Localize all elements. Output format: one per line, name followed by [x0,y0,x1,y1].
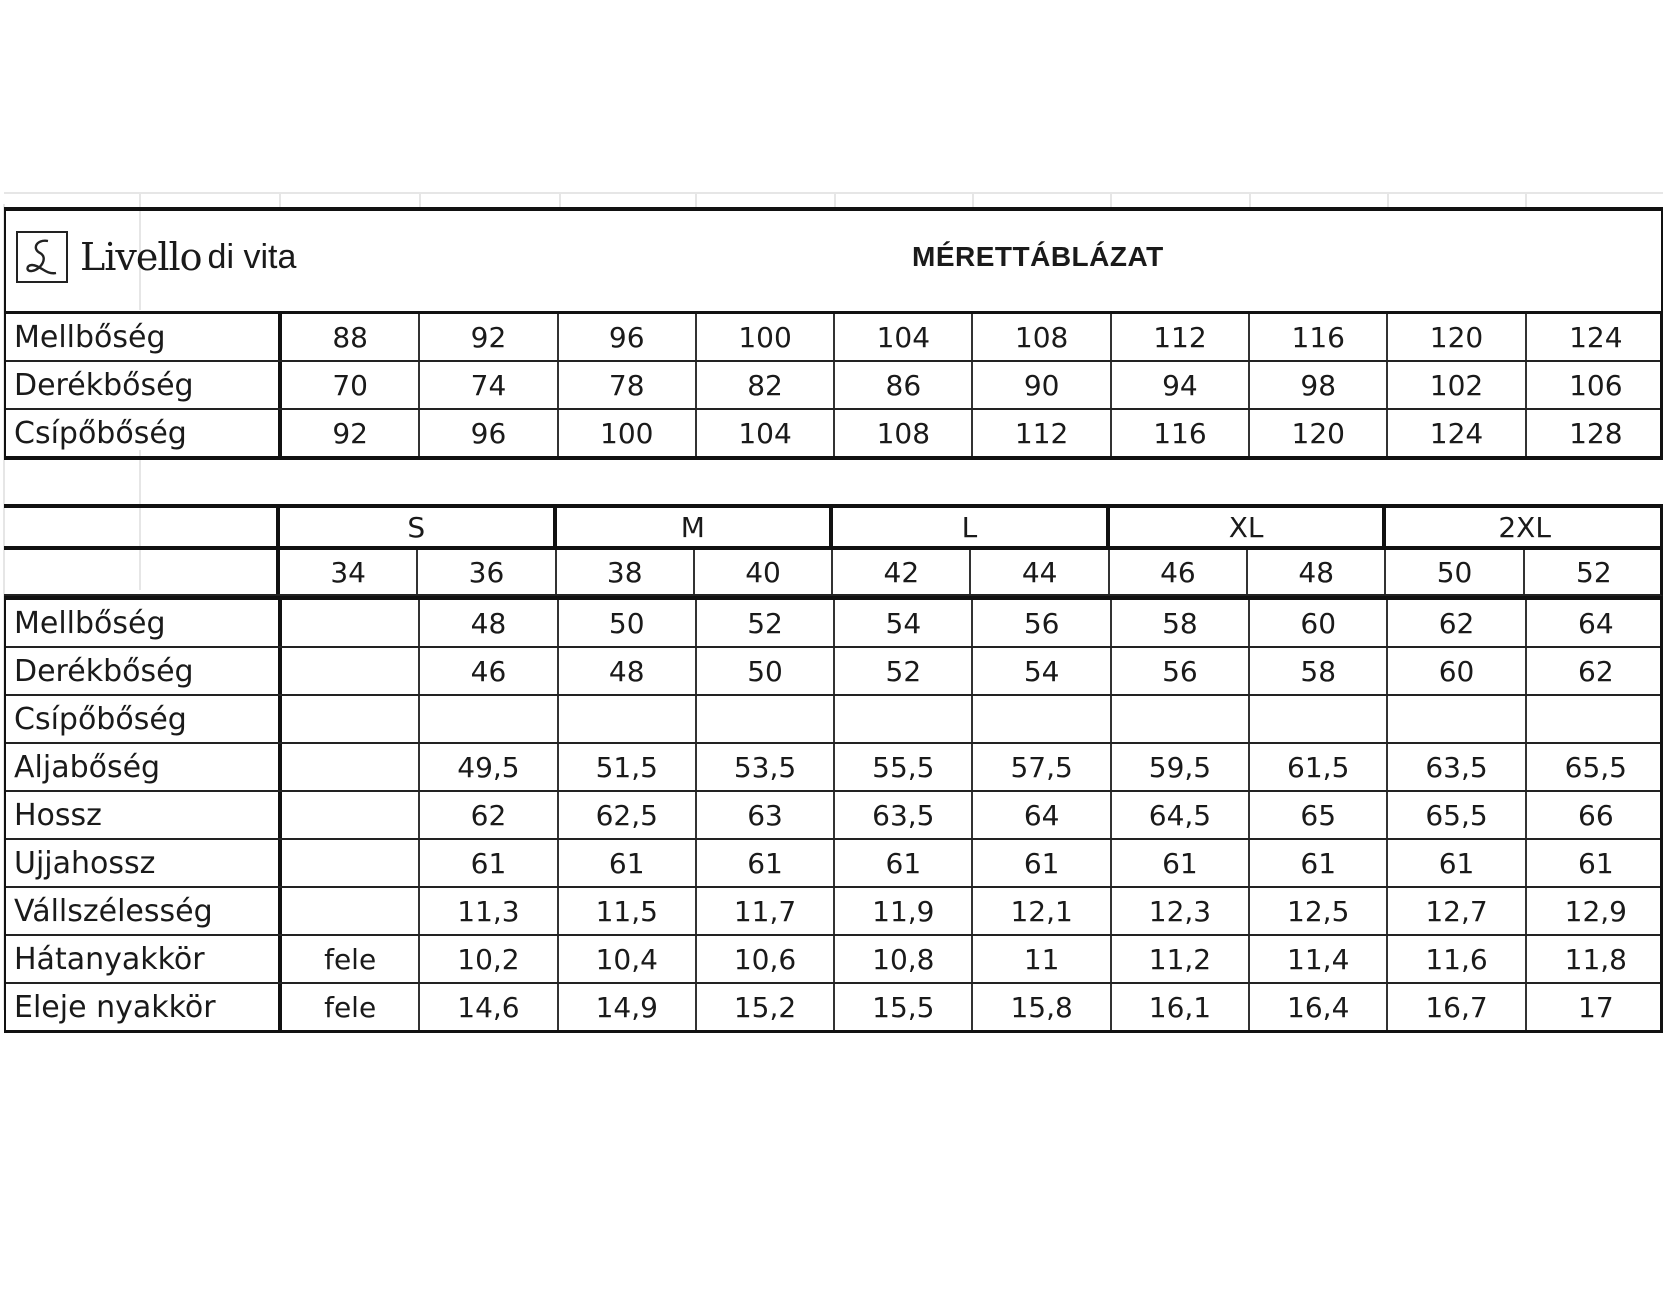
table-cell: 11,9 [835,888,973,934]
table-cell: 49,5 [420,744,558,790]
table-cell: 60 [1250,600,1388,646]
table-cell: 15,8 [973,984,1111,1030]
table-cell: 11,8 [1564,942,1627,976]
table-cell: 50 [697,648,835,694]
table-cell [282,840,420,886]
brand-name: Livello [80,235,202,279]
table-cell: fele [282,984,420,1030]
table-cell: 64 [973,792,1111,838]
table-row [6,314,1660,362]
row-label: Vállszélesség [6,888,282,934]
table-cell: 61 [420,840,558,886]
table-cell: 106 [1569,368,1623,402]
table-cell: 59,5 [1112,744,1250,790]
table-cell: 62,5 [559,792,697,838]
eu-size-cell: 50 [1386,550,1524,594]
table-cell: 14,9 [559,984,697,1030]
table-row [6,600,1660,648]
table-cell [835,696,973,742]
table-cell: 74 [420,362,558,408]
table-cell: 90 [973,362,1111,408]
table-cell: 78 [559,362,697,408]
chart-header [4,207,1663,311]
table-cell: 61 [1388,840,1526,886]
table-row [6,840,1660,888]
table-cell: 54 [973,648,1111,694]
table-cell: 51,5 [559,744,697,790]
spacer-row [4,460,1663,504]
table-cell [282,600,420,646]
table-cell: 100 [559,410,697,456]
table-cell: 82 [697,362,835,408]
eu-size-corner [4,550,280,594]
size-group-label: XL [1110,508,1387,546]
table-cell: 11,4 [1250,936,1388,982]
table-cell: 11,7 [697,888,835,934]
table-cell: 61 [1112,840,1250,886]
table-cell: 116 [1112,410,1250,456]
table-cell: 116 [1250,314,1388,360]
table-cell: 11 [973,936,1111,982]
size-group-row [4,504,1663,550]
row-label: Csípőbőség [6,696,282,742]
table-cell: 61 [559,840,697,886]
table-cell: 53,5 [697,744,835,790]
row-label: Hátanyakkör [6,936,282,982]
row-label: Mellbőség [6,600,282,646]
table-cell: 50 [559,600,697,646]
row-label: Mellbőség [6,314,282,360]
row-label: Csípőbőség [6,410,282,456]
row-label: Derékbőség [6,648,282,694]
table-cell: 61,5 [1250,744,1388,790]
size-group-label: S [280,508,557,546]
table-cell: 120 [1388,314,1526,360]
eu-size-cell: 46 [1110,550,1248,594]
table-cell: 16,4 [1250,984,1388,1030]
table-cell: fele [282,936,420,982]
table-cell [282,888,420,934]
table-cell: 124 [1388,410,1526,456]
table-cell: 62 [1388,600,1526,646]
table-cell: 128 [1569,416,1623,450]
table-cell [1388,696,1526,742]
table-cell: 98 [1250,362,1388,408]
table-cell: 61 [1578,846,1614,880]
table-cell [282,792,420,838]
garment-measures-table [4,504,1663,1033]
row-label: Eleje nyakkör [6,984,282,1030]
table-cell: 56 [973,600,1111,646]
table-cell: 86 [835,362,973,408]
table-cell: 10,4 [559,936,697,982]
table-cell: 64,5 [1112,792,1250,838]
table-cell: 52 [697,600,835,646]
table-cell: 104 [697,410,835,456]
table-cell: 65 [1250,792,1388,838]
table-row [6,888,1660,936]
table-cell: 63 [697,792,835,838]
table-cell: 96 [559,314,697,360]
eu-size-cell: 34 [280,550,418,594]
eu-size-cell: 44 [971,550,1109,594]
table-cell: 17 [1578,990,1614,1024]
row-label: Derékbőség [6,362,282,408]
garment-measures-body [4,596,1663,1033]
table-cell: 104 [835,314,973,360]
table-row [6,984,1660,1030]
brand-logo [16,227,296,287]
table-cell: 16,1 [1112,984,1250,1030]
brand-suffix: di vita [207,237,297,276]
table-cell: 63,5 [835,792,973,838]
table-cell: 70 [282,362,420,408]
logo-mark-icon [16,231,68,283]
table-cell: 64 [1578,606,1614,640]
table-cell: 16,7 [1388,984,1526,1030]
table-cell: 62 [420,792,558,838]
table-cell: 102 [1388,362,1526,408]
table-cell [559,696,697,742]
table-cell [973,696,1111,742]
table-cell: 12,9 [1564,894,1627,928]
table-cell: 12,7 [1388,888,1526,934]
table-cell: 88 [282,314,420,360]
table-cell: 60 [1388,648,1526,694]
table-cell [697,696,835,742]
table-cell: 48 [420,600,558,646]
size-group-label: M [557,508,834,546]
table-row [6,362,1660,410]
table-cell: 61 [1250,840,1388,886]
table-cell [1527,696,1665,742]
table-cell: 61 [835,840,973,886]
body-measures-table [4,311,1663,460]
table-cell: 108 [973,314,1111,360]
row-label: Ujjahossz [6,840,282,886]
table-row [6,936,1660,984]
table-cell: 52 [835,648,973,694]
table-cell: 65,5 [1388,792,1526,838]
table-cell: 92 [420,314,558,360]
table-cell: 62 [1578,654,1614,688]
size-group-corner [4,508,280,546]
table-cell: 112 [1112,314,1250,360]
table-cell: 94 [1112,362,1250,408]
table-row [6,410,1660,456]
size-group-label: L [833,508,1110,546]
table-row [6,792,1660,840]
table-cell: 56 [1112,648,1250,694]
table-cell [282,696,420,742]
table-cell: 12,1 [973,888,1111,934]
table-cell: 65,5 [1564,750,1627,784]
table-cell: 108 [835,410,973,456]
table-cell [1112,696,1250,742]
table-cell: 11,5 [559,888,697,934]
eu-size-cell: 52 [1576,555,1612,589]
table-cell: 96 [420,410,558,456]
chart-title: MÉRETTÁBLÁZAT [912,241,1164,272]
size-chart-sheet [4,207,1663,1033]
table-cell: 124 [1569,320,1623,354]
table-row [6,696,1660,744]
table-cell: 11,2 [1112,936,1250,982]
table-cell: 11,6 [1388,936,1526,982]
eu-size-cell: 38 [557,550,695,594]
eu-size-cell: 48 [1248,550,1386,594]
row-label: Aljabőség [6,744,282,790]
table-cell [1250,696,1388,742]
table-cell: 92 [282,410,420,456]
eu-size-cell: 40 [695,550,833,594]
table-cell: 112 [973,410,1111,456]
table-cell: 54 [835,600,973,646]
table-cell: 12,3 [1112,888,1250,934]
table-cell: 58 [1112,600,1250,646]
table-cell: 10,8 [835,936,973,982]
table-cell: 46 [420,648,558,694]
table-cell: 15,5 [835,984,973,1030]
table-cell: 100 [697,314,835,360]
row-label: Hossz [6,792,282,838]
eu-size-cell: 42 [833,550,971,594]
table-cell: 61 [973,840,1111,886]
table-cell: 66 [1578,798,1614,832]
table-cell: 11,3 [420,888,558,934]
table-row [6,744,1660,792]
table-cell: 48 [559,648,697,694]
table-cell: 14,6 [420,984,558,1030]
table-cell: 12,5 [1250,888,1388,934]
table-cell: 120 [1250,410,1388,456]
table-cell [420,696,558,742]
table-cell [282,648,420,694]
table-row [6,648,1660,696]
table-cell: 58 [1250,648,1388,694]
table-cell: 15,2 [697,984,835,1030]
eu-size-row [4,550,1663,596]
table-cell: 57,5 [973,744,1111,790]
table-cell: 10,2 [420,936,558,982]
table-cell: 10,6 [697,936,835,982]
table-cell: 63,5 [1388,744,1526,790]
size-group-label: 2XL [1498,510,1551,544]
table-cell [282,744,420,790]
eu-size-cell: 36 [418,550,556,594]
table-cell: 55,5 [835,744,973,790]
table-cell: 61 [697,840,835,886]
